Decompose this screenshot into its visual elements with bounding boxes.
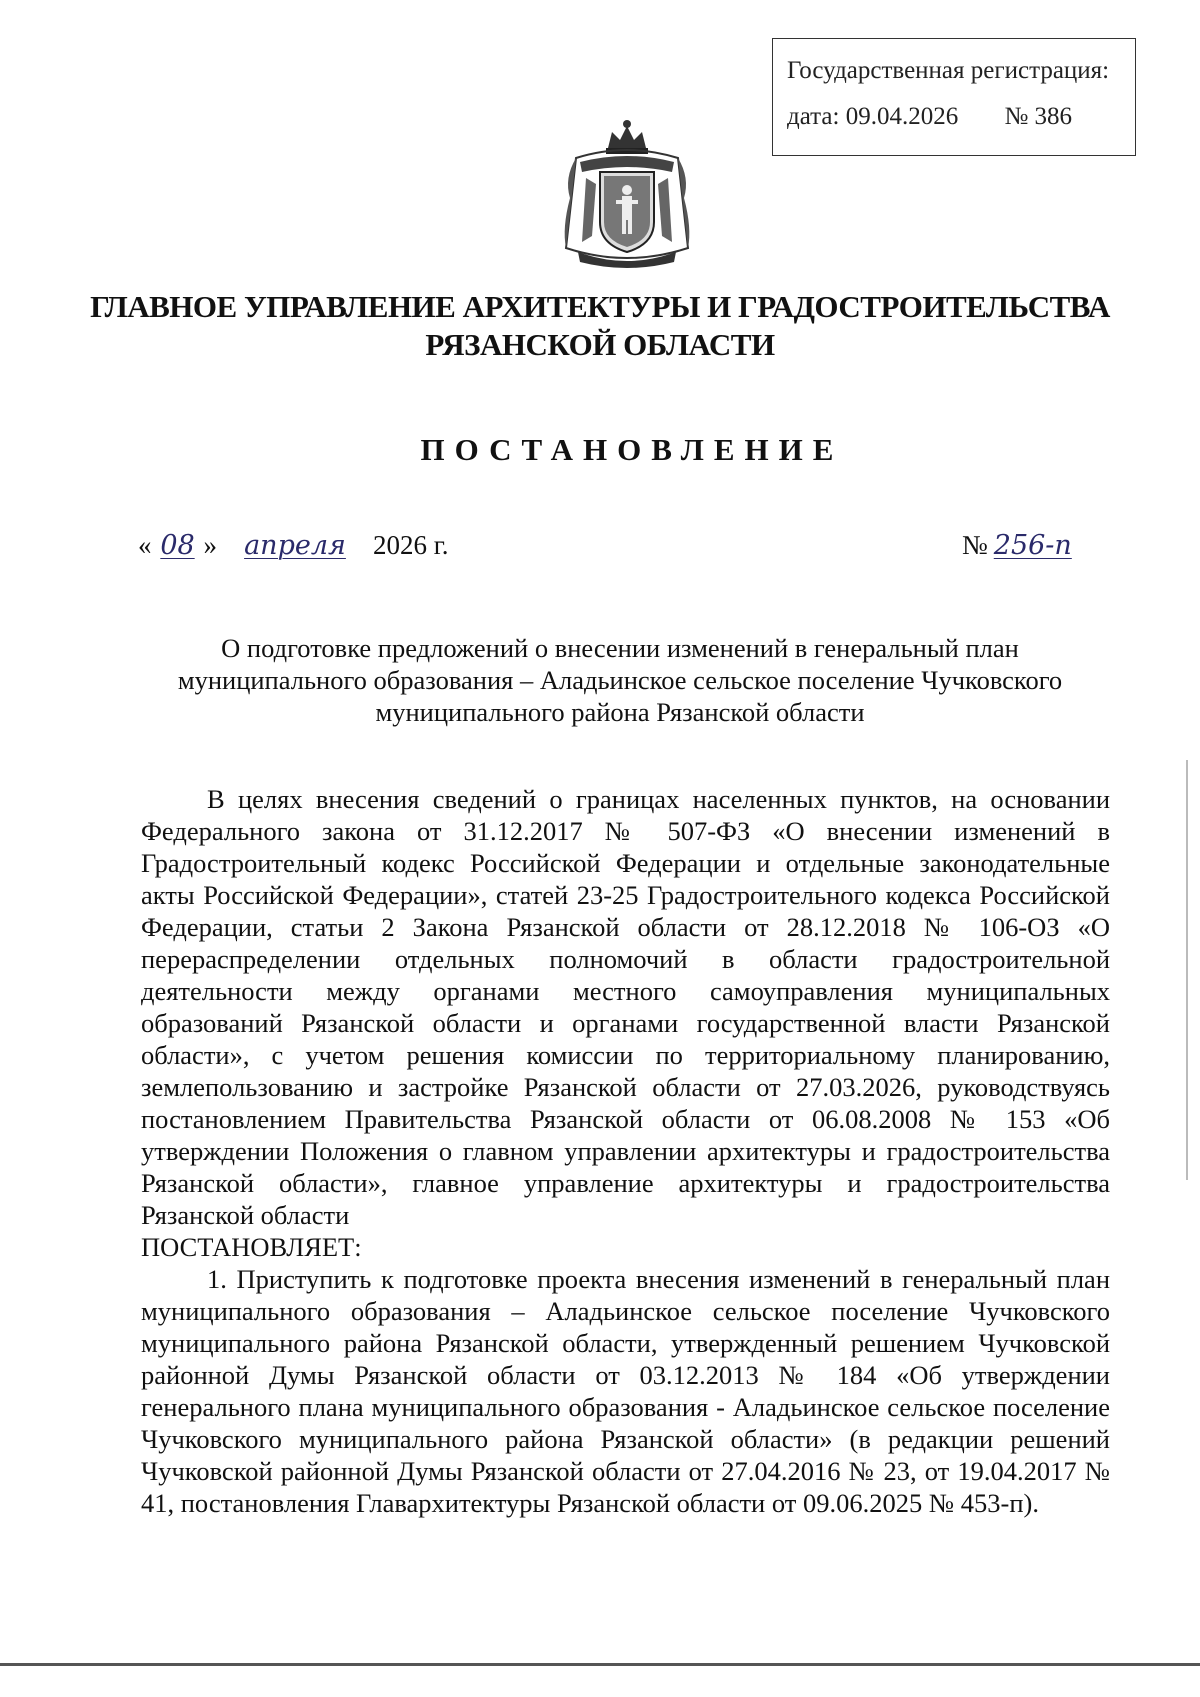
handwritten-day: 08: [160, 530, 195, 561]
coat-of-arms-emblem: [556, 118, 698, 270]
subject-line3: муниципального района Рязанской области: [375, 697, 865, 727]
registration-number: № 386: [1004, 103, 1073, 130]
document-date: [138, 530, 449, 561]
organization-title: [0, 288, 1200, 364]
number-prefix: №: [962, 530, 988, 560]
document-body: [141, 783, 1110, 1519]
preamble-paragraph: В целях внесения сведений о границах населенных пунктов, на основании Федерального закона от 31.12.2017 № 507-ФЗ «О внесении изменений в Градостроительный кодекс Российской Федерации и отдельные законодательные акты Российской Федерации», статей 23-25 Градостроительного кодекса Российской Федерации, статьи 2 Закона Рязанской области от 28.12.2018 № 106-ОЗ «О перераспределении отдельных полномочий в области градостроительной деятельности между органами местного самоуправления муниципальных образований Рязанской области и органами государственной власти Рязанской области», с учетом решения комиссии по территориальному планированию, землепользованию и застройке Рязанской области от 27.03.2026, руководствуясь постановлением Правительства Рязанской области от 06.08.2008 № 153 «Об утверждении Положения о главном управлении архитектуры и градостроительства Рязанской области», главное управление архитектуры и градостроительства Рязанской области: [141, 784, 1110, 1230]
page-bottom-edge: [0, 1663, 1200, 1666]
subject-line1: О подготовке предложений о внесении изменений в генеральный план: [221, 633, 1019, 663]
scan-edge-mark: [1186, 760, 1188, 1180]
handwritten-number: 256-п: [993, 530, 1072, 561]
registration-stamp: [772, 38, 1136, 156]
date-year: 2026 г.: [373, 530, 449, 560]
organization-title-line2: РЯЗАНСКОЙ ОБЛАСТИ: [425, 327, 775, 362]
subject-line2: муниципального образования – Аладьинское сельское поселение Чучковского: [177, 665, 1063, 695]
date-open-quote: «: [138, 530, 152, 560]
document-number: [962, 530, 1130, 561]
registration-date: дата: 09.04.2026: [787, 103, 959, 130]
date-close-quote: »: [203, 530, 217, 560]
clause-1: 1. Приступить к подготовке проекта внесения изменений в генеральный план муниципального образования – Аладьинское сельское поселение Чучковского муниципального района Рязанской области, утвержденный решением Чучковской районной Думы Рязанской области от 03.12.2013 № 184 «Об утверждении генерального плана муниципального образования - Аладьинское сельское поселение Чучковского муниципального района Рязанской области» (в редакции решений Чучковской районной Думы Рязанской области от 27.04.2016 № 23, от 19.04.2017 № 41, постановления Главархитектуры Рязанской области от 09.06.2025 № 453-п).: [141, 1264, 1110, 1518]
registration-details: [787, 103, 1073, 131]
registration-title: Государственная регистрация:: [787, 57, 1110, 84]
document-subject: [120, 632, 1120, 728]
organization-title-line1: ГЛАВНОЕ УПРАВЛЕНИЕ АРХИТЕКТУРЫ И ГРАДОСТРОИТЕЛЬСТВА: [90, 289, 1110, 324]
handwritten-month: апреля: [244, 530, 346, 561]
decree-word: ПОСТАНОВЛЯЕТ:: [141, 1232, 362, 1262]
document-type-heading: ПОСТАНОВЛЕНИЕ: [420, 432, 844, 467]
